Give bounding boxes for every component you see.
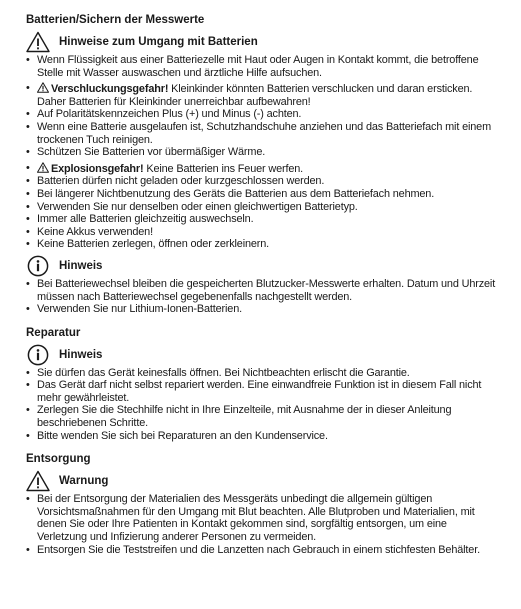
notice-hint-1 — [26, 255, 499, 277]
warning-triangle-icon — [37, 82, 49, 93]
section-title-disposal: Entsorgung — [26, 453, 91, 466]
emphasis: Explosionsgefahr! — [51, 162, 144, 175]
hint2-list — [24, 367, 499, 443]
list-item: • Auf Polaritätskennzeichen Plus (+) und Minus (-) achten. — [24, 108, 499, 121]
notice-batteries — [26, 31, 499, 53]
item-text: Keine Batterien ins Feuer werfen. — [143, 162, 304, 175]
list-item — [24, 82, 499, 108]
warning-list — [24, 493, 499, 556]
list-item: • Bei Batteriewechsel bleiben die gespeicherten Blutzucker-Messwerte erhalten. Datum und Uhrzeit müssen nach Batteriewechsel gegebenenfalls nachgestellt werden. — [24, 278, 499, 303]
notice-title: Hinweise zum Umgang mit Batterien — [59, 36, 258, 48]
list-item: • Keine Batterien zerlegen, öffnen oder zerkleinern. — [24, 238, 499, 251]
info-circle-icon — [26, 344, 50, 366]
list-item: • Sie dürfen das Gerät keinesfalls öffnen. Bei Nichtbeachten erlischt die Garantie. — [24, 367, 499, 380]
list-item: • Schützen Sie Batterien vor übermäßiger Wärme. — [24, 146, 499, 159]
notice-title: Warnung — [59, 475, 109, 488]
hint1-list — [24, 278, 499, 316]
list-item: • Bei der Entsorgung der Materialien des Messgeräts unbedingt die allgemein gültigen Vorsichtsmaßnahmen für den Umgang mit Blut beachten. Alle Blutproben und Materialien, mit denen Sie oder Ihre Patienten in Kontakt gekommen sind, sorgfältig entsorgen, um eine Verletzung und Infizierung anderer Personen zu vermeiden. — [24, 493, 499, 543]
warning-triangle-icon — [26, 470, 50, 492]
notice-hint-2 — [26, 344, 499, 366]
list-item: • Wenn eine Batterie ausgelaufen ist, Schutzhandschuhe anziehen und das Batteriefach mit einem trockenen Tuch reinigen. — [24, 121, 499, 146]
list-item — [24, 162, 499, 176]
warning-triangle-icon — [37, 162, 49, 173]
section-title-repair: Reparatur — [26, 326, 81, 339]
notice-title: Hinweis — [59, 348, 103, 361]
list-item: • Verwenden Sie nur Lithium-Ionen-Batterien. — [24, 303, 499, 316]
warning-triangle-icon — [26, 31, 50, 53]
list-item: • Bitte wenden Sie sich bei Reparaturen an den Kundenservice. — [24, 430, 499, 443]
emphasis: Verschluckungsgefahr! — [51, 83, 169, 96]
list-item: • Wenn Flüssigkeit aus einer Batteriezelle mit Haut oder Augen in Kontakt kommt, die betroffene Stelle mit Wasser auswaschen und ärztliche Hilfe aufsuchen. — [24, 54, 499, 79]
list-item: • Verwenden Sie nur denselben oder einen gleichwertigen Batterietyp. — [24, 201, 499, 214]
section-title-batteries: Batterien/Sichern der Messwerte — [26, 14, 205, 26]
list-item: • Entsorgen Sie die Teststreifen und die Lanzetten nach Gebrauch in einem stichfesten Behälter. — [24, 544, 499, 557]
item-text: Kleinkinder könnten Batterien verschlucken und daran ersticken. Daher Batterien für Kleinkinder unerreichbar aufbewahren! — [37, 83, 473, 108]
list-item: • Das Gerät darf nicht selbst repariert werden. Eine einwandfreie Funktion ist in diesem Fall nicht mehr gewährleistet. — [24, 379, 499, 404]
battery-list — [24, 54, 499, 251]
notice-warning — [26, 470, 499, 492]
list-item: • Keine Akkus verwenden! — [24, 226, 499, 239]
list-item: • Bei längerer Nichtbenutzung des Geräts die Batterien aus dem Batteriefach nehmen. — [24, 188, 499, 201]
notice-title: Hinweis — [59, 259, 103, 272]
list-item: • Batterien dürfen nicht geladen oder kurzgeschlossen werden. — [24, 175, 499, 188]
list-item: • Zerlegen Sie die Stechhilfe nicht in Ihre Einzelteile, mit Ausnahme der in dieser Anleitung beschriebenen Schritte. — [24, 404, 499, 429]
info-circle-icon — [26, 255, 50, 277]
list-item: • Immer alle Batterien gleichzeitig auswechseln. — [24, 213, 499, 226]
